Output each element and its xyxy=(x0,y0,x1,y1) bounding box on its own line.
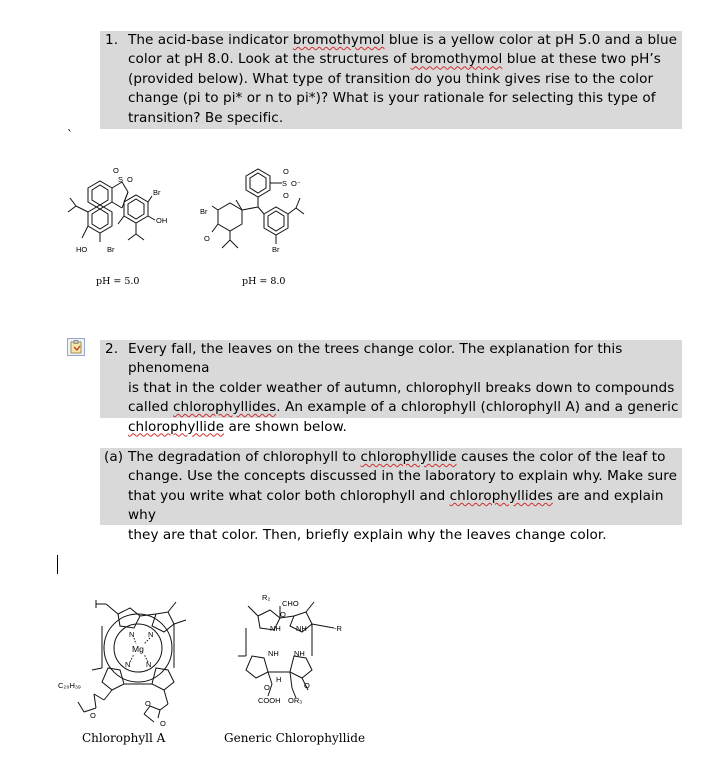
caption-chlorophyllide: Generic Chlorophyllide xyxy=(224,731,366,745)
question-2-text xyxy=(128,340,680,437)
question-2a-box xyxy=(100,448,682,543)
atom-r2: R₂ xyxy=(262,593,271,602)
atom-nh: NH xyxy=(270,624,281,633)
q2-line-3: called chlorophyllides. An example of a chlorophyll (chlorophyll A) and a generic xyxy=(128,399,679,416)
atom-br: Br xyxy=(153,188,161,197)
q2-line-4: chlorophyllide are shown below. xyxy=(128,418,347,435)
q1-line-5: transition? Be specific. xyxy=(128,109,284,126)
atom-o: O xyxy=(204,234,210,243)
question-2-box xyxy=(100,340,682,435)
atom-s: S xyxy=(282,179,288,188)
q2-line-1: Every fall, the leaves on the trees change color. The explanation for this phenomena xyxy=(128,341,623,377)
atom-n: N xyxy=(148,630,154,639)
atom-n: N xyxy=(125,660,131,669)
atom-oh: OH xyxy=(156,216,168,225)
q2a-line-1: The degradation of chlorophyll to chlorophyllide causes the color of the leaf to xyxy=(128,449,666,465)
atom-o: O xyxy=(304,681,310,690)
q2a-line-3: that you write what color both chlorophyll and chlorophyllides are and explain why xyxy=(128,487,664,524)
atom-o: O xyxy=(283,167,289,176)
atom-s: S xyxy=(118,175,124,184)
atom-cho: CHO xyxy=(282,599,299,608)
atom-o: O xyxy=(280,610,286,619)
atom-br: Br xyxy=(272,245,280,254)
question-2a-text xyxy=(128,448,680,545)
atom-or3: OR₃ xyxy=(288,696,303,705)
atom-nh: NH xyxy=(296,624,307,633)
atom-ho: HO xyxy=(76,245,88,254)
text-cursor xyxy=(57,555,58,574)
spellcheck-word[interactable]: chlorophyllide xyxy=(128,418,225,435)
atom-h: H xyxy=(276,675,282,684)
atom-o: O xyxy=(113,166,119,175)
spellcheck-word[interactable]: chlorophyllides xyxy=(173,399,277,416)
structure-chlorophyll-a xyxy=(58,600,186,728)
atom-r: -R xyxy=(334,624,342,633)
structure-chlorophyllide xyxy=(238,593,342,705)
question-1-text xyxy=(128,31,680,128)
atom-nh: NH xyxy=(268,649,279,658)
question-1-number: 1. xyxy=(105,32,119,48)
structure-ph5 xyxy=(68,166,167,254)
q2a-line-2: change. Use the concepts discussed in the laboratory to explain why. Make sure xyxy=(128,468,678,485)
bromothymol-structures xyxy=(0,160,719,290)
atom-o: O xyxy=(283,191,289,200)
atom-br: Br xyxy=(107,245,115,254)
atom-n: N xyxy=(129,630,135,639)
atom-o: O xyxy=(160,719,166,728)
caption-ph8: pH = 8.0 xyxy=(242,276,286,287)
atom-mg: Mg xyxy=(132,644,144,654)
stray-mark: ` xyxy=(67,128,73,142)
spellcheck-word[interactable]: bromothymol xyxy=(292,32,385,48)
spellcheck-word[interactable]: chlorophyllide xyxy=(360,449,457,465)
atom-o: O xyxy=(90,711,96,720)
atom-cooh: COOH xyxy=(258,696,281,705)
q1-line-1: The acid-base indicator bromothymol blue is a yellow color at pH 5.0 and a blue xyxy=(128,32,678,48)
atom-c20h39: C₂₀H₃₉ xyxy=(58,681,81,690)
paste-options-icon[interactable] xyxy=(67,338,85,356)
atom-o: O xyxy=(264,683,270,692)
q2-line-2: is that in the colder weather of autumn, chlorophyll breaks down to compounds xyxy=(128,379,675,396)
question-2-number: 2. xyxy=(105,341,119,357)
chlorophyll-structures xyxy=(0,590,719,750)
spellcheck-word[interactable]: chlorophyllides xyxy=(449,487,553,504)
question-2a-label: (a) xyxy=(104,449,124,465)
question-1-box xyxy=(100,31,682,129)
q2a-line-4: they are that color. Then, briefly explain why the leaves change color. xyxy=(128,526,607,543)
atom-o: O xyxy=(127,175,133,184)
atom-nh: NH xyxy=(294,649,305,658)
atom-o-minus: O⁻ xyxy=(291,179,301,188)
atom-o: O xyxy=(145,699,151,708)
atom-br: Br xyxy=(200,207,208,216)
caption-ph5: pH = 5.0 xyxy=(96,276,140,287)
q1-line-4: change (pi to pi* or n to pi*)? What is your rationale for selecting this type of xyxy=(128,90,656,107)
q1-line-3: (provided below). What type of transition do you think gives rise to the color xyxy=(128,70,654,87)
spellcheck-word[interactable]: bromothymol xyxy=(410,51,503,68)
structure-ph8 xyxy=(200,167,304,254)
atom-n: N xyxy=(146,660,152,669)
q1-line-2: color at pH 8.0. Look at the structures of bromothymol blue at these two pH’s xyxy=(128,51,661,68)
caption-chlorophyll-a: Chlorophyll A xyxy=(82,731,166,745)
